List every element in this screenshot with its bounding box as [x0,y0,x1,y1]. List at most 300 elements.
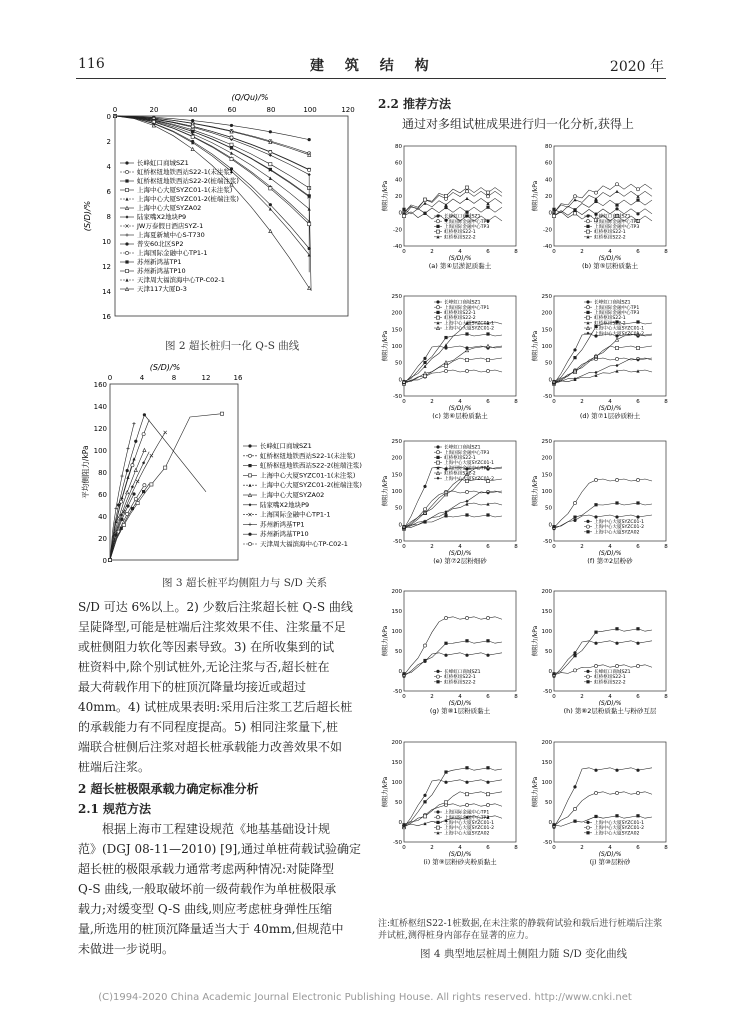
data-point [125,161,128,164]
data-point [436,471,439,474]
subplot-ytick: 50 [395,800,402,806]
data-point [436,456,439,459]
subplot-xtick: 6 [486,249,490,255]
data-point [269,151,272,154]
data-point [552,214,555,217]
data-point [615,501,618,504]
fig3-plot-frame [110,384,238,560]
legend-entry: 长峰虹口商城SZ1 [594,670,631,675]
subplot-ytick: 150 [391,472,402,479]
data-point [444,510,447,513]
legend-entry: 苏州新鸿基TP1 [137,258,182,266]
subplot-xtick: 6 [486,694,490,700]
data-point [444,361,447,364]
subplot-xtick: 2 [430,249,434,255]
data-point [465,781,468,784]
data-point [122,523,125,526]
data-point [573,208,576,211]
data-point [594,503,597,506]
data-point [136,502,139,505]
data-point [615,203,618,206]
data-point [269,163,272,166]
subplot-xlabel: (S/D)/% [448,255,472,262]
data-point [220,412,223,415]
data-point [248,464,251,467]
data-point [465,211,468,214]
data-point [191,135,194,138]
data-point [402,214,405,217]
data-point [269,154,272,157]
data-point [594,371,597,374]
page-number: 116 [78,56,105,72]
data-point [436,670,439,673]
subplot-ytick: 100 [541,489,552,495]
data-point [125,197,128,200]
legend-entry: 陆家嘴X2地块P9 [260,500,310,509]
subplot-label: (d) 第⑦1层砂质粉土 [579,412,641,420]
data-point [636,320,639,323]
data-point [423,822,426,825]
fig3-xtick: 4 [139,374,145,382]
data-point [636,627,639,630]
subplot-xtick: 2 [430,845,434,851]
data-point [134,440,137,443]
data-point [465,332,468,335]
fig2-ytick: 4 [106,163,111,171]
subplot-xtick: 4 [458,249,462,255]
subplot-xtick: 8 [664,249,668,255]
data-point [594,769,597,772]
data-point [436,326,439,329]
subplot-legend [584,819,644,836]
data-point [126,469,129,472]
subplot-ytick: 150 [541,327,552,334]
data-point [486,793,489,796]
section-2-1-heading: 2.1 规范方法 [78,802,152,816]
data-point [586,311,589,314]
subplot-ytick: 0 [548,377,552,384]
data-point [269,168,272,171]
data-point [423,361,426,364]
subplot-ytick: 50 [545,649,552,655]
data-point [436,816,439,819]
data-point [150,483,153,486]
legend-entry: 苏州新鸿基TP10 [260,530,309,539]
text-line: 桩资料中,除个别试桩外,无论注浆与否,超长桩在 [78,660,330,674]
data-point [402,208,405,211]
subplot-ytick: 150 [541,760,552,766]
data-point [191,125,194,128]
subplot-ytick: 100 [391,344,402,350]
data-point [636,501,639,504]
text-line: 未做进一步说明。 [78,942,175,956]
curve-line [554,346,652,384]
curve-line [404,191,502,212]
subplot-xtick: 6 [636,544,640,550]
data-point [125,215,128,218]
legend-entry: 上海夏新城中心S-T730 [137,231,205,239]
subplot-xtick: 4 [458,694,462,700]
subplot-ytick: -40 [393,244,402,250]
data-point [573,356,576,359]
data-point [594,191,597,194]
data-point [615,364,618,367]
legend-entry: 上海中心大厦SYZA02 [444,831,490,837]
legend-entry: 上海国际金融中心TP1 [444,219,490,225]
subplot-xtick: 8 [514,845,518,851]
text-line: 载力;对缓变型 Q-S 曲线,则应考虑桩身弹性压缩 [78,902,333,916]
subplot-xtick: 4 [608,694,612,700]
data-point [573,654,576,657]
figure-4-caption: 图 4 典型地层桩周土侧阻力随 S/D 变化曲线 [420,948,628,960]
subplot-ytick: 60 [395,160,402,167]
subplot-legend [434,213,489,241]
data-point [486,513,489,516]
data-point [423,659,426,662]
curve-line [110,452,149,560]
subplot-ytick: -50 [543,394,552,400]
fig3-xtick: 8 [171,374,177,382]
subplot-ylabel: 侧阻力/kPa [532,330,539,362]
data-point [131,485,134,488]
data-point [444,364,447,367]
data-point [486,358,489,361]
data-point [444,616,447,619]
data-point [465,186,468,189]
fig3-ytick: 60 [98,491,107,499]
subplot-ylabel: 侧阻力/kPa [532,475,539,507]
data-point [636,478,639,481]
subplot-ytick: 200 [391,740,402,746]
subplot-ylabel: 侧阻力/kPa [532,625,539,657]
subplot-xlabel: (S/D)/% [598,405,622,412]
subplot-xtick: 8 [664,544,668,550]
data-point [248,533,251,536]
fig2-xtick: 120 [341,106,355,114]
subplot-xtick: 4 [458,399,462,405]
data-point [423,794,426,797]
subplot-xtick: 2 [580,399,584,405]
legend-entry: 长峰虹口商城SZ1 [594,214,631,220]
fig3-ytick: 80 [98,469,107,477]
data-point [308,194,311,197]
data-point [436,810,439,813]
subplot-ytick: -50 [393,394,402,400]
data-point [636,515,639,518]
data-point [230,124,233,127]
data-point [636,642,639,645]
journal-year: 2020 年 [609,59,664,75]
fig2-left-axis-label: (S/D)/% [83,200,92,232]
text-line: 端联合桩侧后注浆对超长桩承载能力改善效果不如 [78,740,343,754]
subplot-xtick: 0 [402,544,406,550]
data-point [615,627,618,630]
legend-entry: 苏州新鸿基TP10 [137,267,186,275]
subplot-legend [434,299,494,332]
data-point [423,357,426,360]
data-point [143,413,146,416]
data-point [586,530,589,533]
text-line: 范》(DGJ 08-11—2010) [9],通过单桩荷载试验确定 [78,842,361,856]
subplot-xtick: 2 [430,544,434,550]
data-point [436,316,439,319]
data-point [248,454,251,457]
data-point [465,616,468,619]
data-point [465,639,468,642]
subplot-ytick: -40 [543,244,552,250]
subplot-label: (a) 第④层淤泥质黏土 [428,262,492,270]
data-point [465,500,468,503]
fig3-x-ticks [108,374,243,382]
subplot-ytick: -50 [543,539,552,545]
legend-entry: 上海国际金融中心TP3 [444,450,490,456]
data-point [586,520,589,523]
fig2-xtick: 0 [112,106,118,114]
data-point [444,781,447,784]
data-point [125,269,128,272]
fig2-xtick: 80 [266,106,276,114]
data-point [444,514,447,517]
data-point [573,807,576,810]
fig2-top-axis-label: (Q/Qu)/% [231,93,269,102]
subplot-legend [584,213,639,241]
subplot-label: (h) 第⑧2层粉质黏土与粉砂互层 [563,707,657,715]
data-point [552,823,555,826]
data-point [636,664,639,667]
fig3-top-axis-label: (S/D)/% [149,363,181,372]
data-point [586,680,589,683]
data-point [125,179,128,182]
data-point [308,173,311,176]
data-point [586,670,589,673]
data-point [444,346,447,349]
data-point [131,464,134,467]
data-point [586,306,589,309]
subplot-ytick: 80 [545,144,552,150]
subplot-xlabel: (S/D)/% [448,550,472,557]
subplot-ytick: 40 [395,177,402,184]
data-point [444,336,447,339]
legend-entry: 上海国际金融中心TP1 [444,305,490,311]
fig2-ytick: 8 [106,213,111,221]
data-point [248,444,251,447]
data-point [436,311,439,314]
data-point [465,490,468,493]
legend-entry: 上海国际金融中心TP1 [444,466,490,472]
legend-entry: 上海国际金融中心TP1 [594,305,640,311]
legend-entry: 上海中心大厦SYZC01-2(桩端注浆) [260,481,362,490]
subplot-xtick: 6 [636,845,640,851]
data-point [125,260,128,263]
legend-entry: 上海中心大厦SYZC01-1 [444,821,495,826]
subplot-ytick: 0 [548,820,552,826]
legend-entry: 长峰虹口商城SZ1 [444,300,481,306]
fig3-curves [108,412,223,561]
figure-4-footnote: 注:虹桥枢纽S22-1桩数据,在未注浆的静载荷试验和载后进行桩端后注浆并试桩,测得桩身内部存在显著的应力。 [378,919,663,941]
figure-4-subplot [530,142,676,270]
subplot-ytick: 100 [391,780,402,786]
fig3-xtick: 12 [201,374,211,382]
subplot-xtick: 4 [608,249,612,255]
curve-line [554,358,652,383]
data-point [552,672,555,675]
subplot-ytick: 200 [541,589,552,595]
subplot-label: (f) 第⑦2层粉砂 [587,557,633,565]
subplot-ytick: 150 [541,472,552,479]
body-text-left [78,597,372,959]
subplot-ytick: 0 [548,210,552,217]
data-point [423,644,426,647]
data-point [486,781,489,784]
data-point [465,654,468,657]
section-2-heading: 2 超长桩极限承载力确定标准分析 [78,782,259,796]
fig2-legend [120,158,239,293]
data-point [444,770,447,773]
text-line: 桩端后注浆。 [78,760,151,774]
header-rule [76,78,666,79]
subplot-xtick: 6 [486,399,490,405]
legend-entry: 上海国际金融中心TP3 [594,311,640,316]
subplot-xtick: 0 [402,845,406,851]
copyright-footer: (C)1994-2020 China Academic Journal Electronic Publishing House. All rights reserved. http://www.cnki.net [98,992,632,1003]
data-point [594,200,597,203]
data-point [615,338,618,341]
data-point [465,513,468,516]
data-point [125,242,128,245]
data-point [594,791,597,794]
text-line: 根据上海市工程建设规范《地基基础设计规 [102,822,331,836]
subplot-xtick: 2 [430,694,434,700]
fig3-ytick: 120 [93,425,107,433]
data-point [636,198,639,201]
subplot-ytick: 40 [545,177,552,184]
data-point [586,675,589,678]
subplot-ytick: 0 [548,522,552,529]
subplot-curves [552,768,652,832]
subplot-legend [584,668,631,685]
text-line: S/D 可达 6%以上。2) 少数后注浆超长桩 Q-S 曲线 [78,600,353,614]
legend-entry: 陆家嘴X2地块P9 [137,213,187,221]
subplot-xtick: 0 [552,249,556,255]
legend-entry: 上海国际金融中心TP3 [444,815,490,821]
legend-entry: 虹桥枢纽S22-1 [444,230,476,236]
fig2-xtick: 100 [303,106,317,114]
legend-entry: 天津周大福滨海中心TP-C02-1 [260,540,348,548]
data-point [444,801,447,804]
data-point [230,136,233,139]
data-point [615,357,618,360]
subplot-ytick: 50 [545,800,552,806]
legend-entry: 虹桥枢纽S22-2 [594,680,626,686]
data-point [586,220,589,223]
data-point [248,503,251,506]
legend-entry: 上海中心大厦SYZA02 [137,204,202,212]
fig2-y-ticks [102,113,111,321]
subplot-ytick: 60 [545,160,552,167]
data-point [142,432,145,435]
data-point [191,130,194,133]
data-point [615,478,618,481]
figure-4-subplot [380,437,526,565]
curve-line [404,491,502,529]
data-point [248,493,251,496]
subplot-label: (g) 第⑧1层粉质黏土 [429,707,491,715]
data-point [573,348,576,351]
data-point [444,369,447,372]
subplot-ytick: 0 [398,669,402,675]
data-point [436,821,439,824]
section-2-2-heading: 2.2 推荐方法 [378,97,452,111]
data-point [573,519,576,522]
subplot-ylabel: 侧阻力/kPa [532,776,539,808]
data-point [269,203,272,206]
subplot-ytick: -20 [393,227,402,234]
legend-entry: 上海中心大厦SYZC01-1(未注浆) [137,186,233,194]
subplot-ytick: 250 [541,439,552,445]
data-point [615,207,618,210]
subplot-xtick: 8 [514,399,518,405]
curve-line [404,198,502,212]
legend-entry: 虹桥枢纽地铁西站S22-2(桩端注浆) [260,461,362,470]
figure-4-subplot [530,437,676,565]
fig3-ytick: 100 [93,447,107,455]
text-line: 的承载能力有不同程度提高。5) 相同注浆量下,桩 [78,720,338,734]
fig3-xtick: 16 [233,374,243,382]
legend-entry: 上海中心大厦SYZC01-1 [444,321,495,327]
data-point [586,225,589,228]
data-point [402,672,405,675]
legend-entry: 虹桥枢纽S22-1 [444,311,476,316]
subplot-ytick: 0 [398,522,402,529]
data-point [125,188,128,191]
data-point [615,664,618,667]
data-point [164,466,167,469]
subplot-ytick: 150 [541,609,552,615]
fig2-ytick: 14 [102,288,111,296]
data-point [436,680,439,683]
subplot-xtick: 0 [402,694,406,700]
data-point [586,826,589,829]
data-point [636,791,639,794]
legend-entry: 长峰虹口商城SZ1 [444,445,481,451]
subplot-xtick: 4 [608,399,612,405]
data-point [143,448,146,451]
subplot-xlabel: (S/D)/% [598,700,622,707]
subplot-ytick: 0 [398,820,402,826]
data-point [120,500,123,503]
data-point [465,197,468,200]
legend-entry: 上海中心大厦SYZA02 [594,831,640,837]
data-point [465,358,468,361]
subplot-xtick: 2 [580,845,584,851]
curve-line [404,346,502,382]
subplot-ytick: 50 [395,649,402,655]
data-point [636,212,639,215]
subplot-ylabel: 侧阻力/kPa [382,330,389,362]
fig3-ytick: 20 [98,535,107,543]
legend-entry: 长峰虹口商城SZ1 [444,670,481,675]
subplot-ytick: 200 [391,589,402,595]
fig2-ytick: 12 [102,263,111,271]
data-point [615,183,618,186]
legend-entry: 虹桥枢纽S22-1 [594,316,626,322]
legend-entry: 虹桥枢纽S22-1 [594,230,626,236]
data-point [573,198,576,201]
legend-entry: 虹桥枢纽S22-1 [444,456,476,461]
subplot-ytick: -50 [393,840,402,846]
subplot-xtick: 8 [664,399,668,405]
curve-line [110,414,222,560]
